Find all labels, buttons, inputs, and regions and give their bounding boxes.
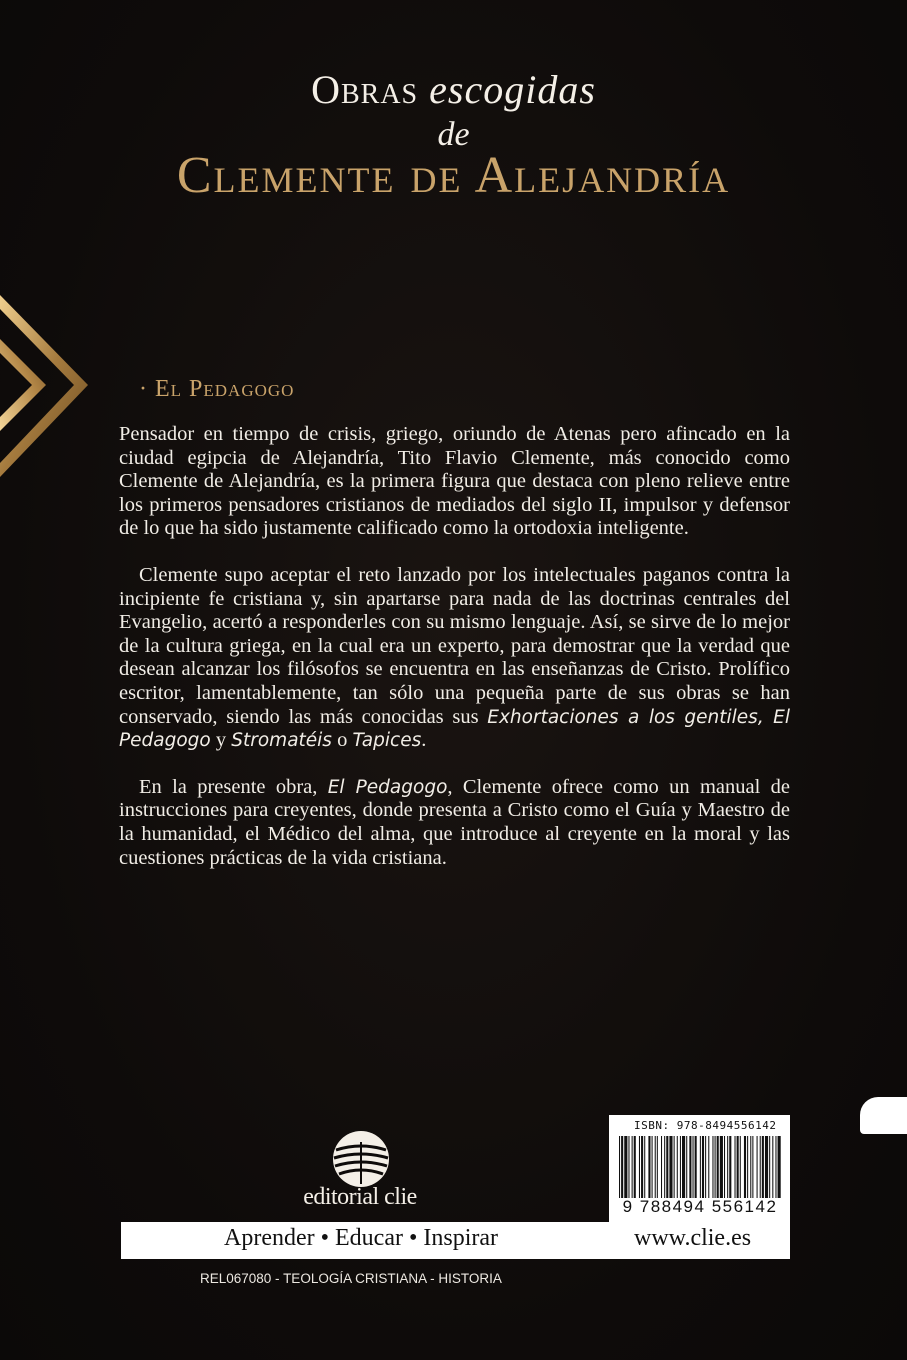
barcode-bar [712,1136,713,1198]
barcode-bar [747,1136,748,1198]
barcode-bar [724,1136,725,1198]
barcode-bar [708,1136,709,1198]
barcode-bar [644,1136,645,1198]
barcode-bar [657,1136,658,1198]
barcode-bar [661,1136,662,1198]
barcode-bar [619,1136,620,1198]
barcode-bar [757,1136,758,1198]
barcode-bar [769,1136,770,1198]
barcode-bar [664,1136,665,1198]
barcode-bar [778,1136,781,1198]
barcode-bar [669,1136,672,1198]
barcode-bar [702,1136,704,1198]
barcode-bar [666,1136,668,1198]
paragraph-1: Pensador en tiempo de crisis, griego, oriundo de Atenas pero afincado en la ciudad egipcia de Alejandría, Tito Flavio Clemente, más conocido como Clemente de Alejandría, es la primera figura que destaca con pleno relieve entre los primeros pensadores cristianos de mediados del siglo II, impulsor y defensor de lo que ha sido justamente calificado como la ortodoxia inteligente. [119,423,790,540]
barcode-bar [677,1136,678,1198]
barcode-bar [693,1136,694,1198]
barcode-bar [735,1136,736,1198]
title-de: de [437,116,470,153]
barcode-bar [752,1136,753,1198]
barcode-bar [720,1136,723,1198]
barcode-bar [729,1136,731,1198]
barcode-bar [705,1136,706,1198]
barcode-bar [760,1136,761,1198]
title-escogidas: escogidas [429,67,596,112]
barcode-bar [686,1136,687,1198]
barcode-bar [715,1136,716,1198]
section-heading: · El Pedagogo [139,376,295,402]
barcode-bar [624,1136,627,1198]
synopsis [119,423,790,893]
publisher-website[interactable]: www.clie.es [634,1225,752,1251]
barcode-bar [621,1136,623,1198]
category-code: REL067080 - TEOLOGÍA CRISTIANA - HISTORIA [200,1271,502,1286]
barcode-bar [680,1136,681,1198]
publisher-slogan: Aprender • Educar • Inspirar [224,1225,499,1251]
title-line-1 [0,66,907,113]
barcode-bar [737,1136,739,1198]
barcode-bar [744,1136,746,1198]
barcode-digits: 9 788494 556142 [622,1197,778,1216]
publisher-name: editorial clie [303,1184,417,1210]
barcode-bar [682,1136,685,1198]
barcode-bar [727,1136,728,1198]
isbn-label: ISBN: 978-8494556142 [634,1119,777,1132]
barcode-bar [652,1136,653,1198]
right-edge-tab [860,1097,907,1134]
barcode-bar [632,1136,633,1198]
barcode-bar [717,1136,719,1198]
barcode [617,1136,783,1198]
barcode-bar [628,1136,629,1198]
open-book-globe-icon [330,1128,392,1190]
barcode-bar [700,1136,701,1198]
barcode-bar [740,1136,741,1198]
barcode-bar [634,1136,636,1198]
title-obras: Obras [311,67,419,112]
paragraph-2: Clemente supo aceptar el reto lanzado por los intelectuales paganos contra la incipiente fe cristiana y, sin apartarse para nada de las doctrinas centrales del Evangelio, acertó a responderles con su mismo lenguaje. Así, se sirve de lo mejor de la cultura griega, en la cual era un experto, para demostrar que la verdad que desean alcanzar los filósofos se encuentra en las enseñanzas de Cristo. Prolífico escritor, lamentablemente, tan sólo una pequeña parte de sus obras se han conservado, siendo las más conocidas sus Exhortaciones a los gentiles, El Pedagogo y Stromatéis o Tapices. [119,563,790,752]
paragraph-3: En la presente obra, El Pedagogo, Clemente ofrece como un manual de instrucciones para creyentes, donde presenta a Cristo como el Guía y Maestro de la humanidad, el Médico del alma, que introduce al creyente en la moral y las cuestiones prácticas de la vida cristiana. [119,775,790,869]
barcode-bar [775,1136,776,1198]
barcode-bar [762,1136,764,1198]
barcode-bar [639,1136,640,1198]
barcode-bar [772,1136,773,1198]
barcode-bar [765,1136,768,1198]
gold-chevrons-decoration [0,295,100,485]
barcode-bar [695,1136,697,1198]
barcode-bar [750,1136,751,1198]
barcode-bar [641,1136,643,1198]
barcode-bar [689,1136,691,1198]
barcode-bar [674,1136,675,1198]
title-author: Clemente de Alejandría [176,147,731,204]
barcode-bar [648,1136,650,1198]
barcode-bar [655,1136,656,1198]
